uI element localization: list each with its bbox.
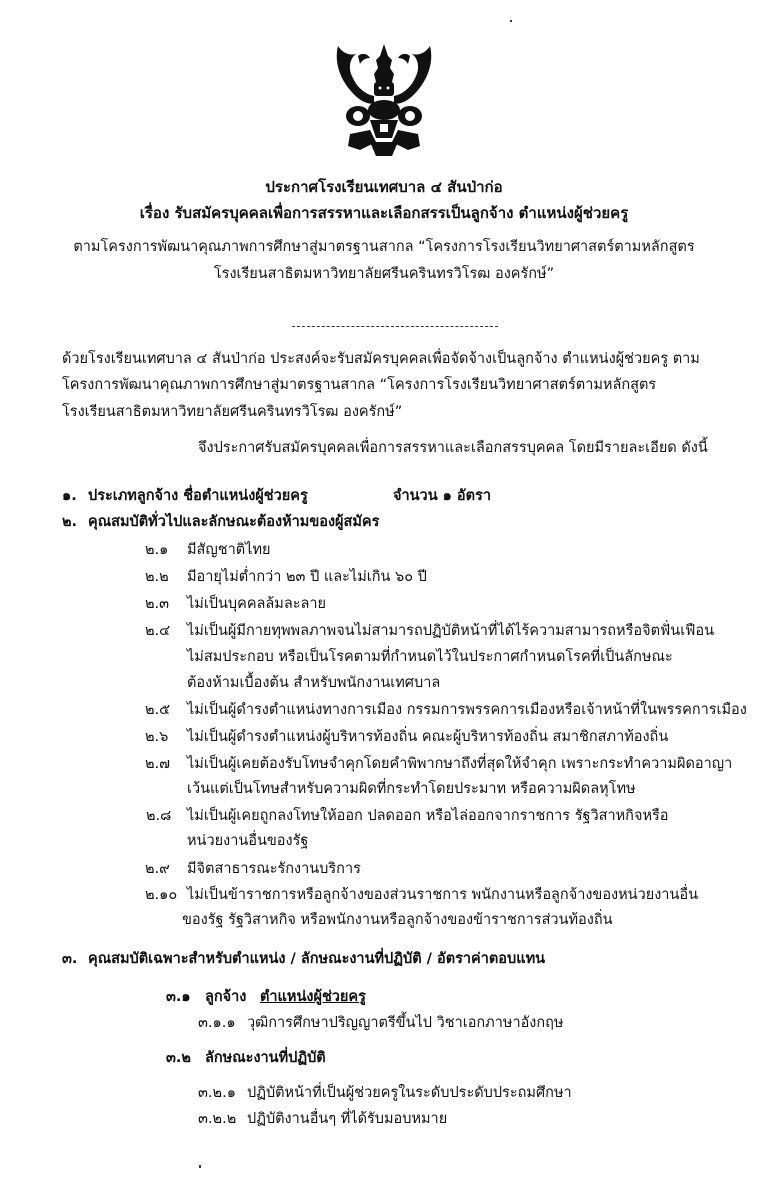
sub-3-1-number: ๓.๑ <box>166 989 191 1005</box>
item-2-5-number: ๒.๕ <box>145 702 171 718</box>
item-2-9-number: ๒.๙ <box>145 861 170 877</box>
sub-3-1-label: ลูกจ้าง <box>205 989 247 1005</box>
sub-3-2-label: ลักษณะงานที่ปฏิบัติ <box>205 1050 326 1066</box>
item-3-2-2-text: ปฏิบัติงานอื่นๆ ที่ได้รับมอบหมาย <box>247 1111 448 1127</box>
item-2-7-text-2: เว้นแต่เป็นโทษสำหรับความผิดที่กระทำโดยประมาท หรือความผิดลหุโทษ <box>187 781 636 797</box>
sub-3-2-number: ๓.๒ <box>166 1050 191 1066</box>
item-2-1-text: มีสัญชาติไทย <box>187 542 271 558</box>
announcement-subject: เรื่อง รับสมัครบุคคลเพื่อการสรรหาและเลือกสรรเป็นลูกจ้าง ตำแหน่งผู้ช่วยครู <box>139 204 629 222</box>
section-3-title: คุณสมบัติเฉพาะสำหรับตำแหน่ง / ลักษณะงานที่ปฏิบัติ / อัตราค่าตอบแทน <box>88 951 546 967</box>
section-2-title: คุณสมบัติทั่วไปและลักษณะต้องห้ามของผู้สมัคร <box>88 514 380 530</box>
item-3-2-2-number: ๓.๒.๒ <box>198 1111 237 1127</box>
item-2-10-number: ๒.๑๐ <box>145 887 178 903</box>
item-2-1-number: ๒.๑ <box>145 542 169 558</box>
item-2-4-text-2: ไม่สมประกอบ หรือเป็นโรคตามที่กำหนดไว้ในประกาศกำหนดโรคที่เป็นลักษณะ <box>187 649 673 665</box>
section-1-text: ประเภทลูกจ้าง ชื่อตำแหน่งผู้ช่วยครู <box>88 488 308 504</box>
item-2-5-text: ไม่เป็นผู้ดำรงตำแหน่งทางการเมือง กรรมการพรรคการเมืองหรือเจ้าหน้าที่ในพรรคการเมือง <box>187 702 747 718</box>
announcement-title: ประกาศโรงเรียนเทศบาล ๔ สันป่าก่อ <box>265 178 503 196</box>
intro-line-4: จึงประกาศรับสมัครบุคคลเพื่อการสรรหาและเลือกสรรบุคคล โดยมีรายละเอียด ดังนี้ <box>198 440 708 456</box>
item-2-10-text-2: ของรัฐ รัฐวิสาหกิจ หรือพนักงานหรือลูกจ้างของข้าราชการส่วนท้องถิ่น <box>182 912 613 928</box>
scan-speck <box>510 20 512 22</box>
project-line-1: ตามโครงการพัฒนาคุณภาพการศึกษาสู่มาตรฐานสากล “โครงการโรงเรียนวิทยาศาสตร์ตามหลักสูตร <box>73 239 695 255</box>
item-2-8-text-2: หน่วยงานอื่นของรัฐ <box>187 833 309 849</box>
project-line-2: โรงเรียนสาธิตมหาวิทยาลัยศรีนครินทรวิโรฒ องครักษ์” <box>213 266 555 282</box>
item-2-4-text-1: ไม่เป็นผู้มีกายทุพพลภาพจนไม่สามารถปฏิบัติหน้าที่ได้ไร้ความสามารถหรือจิตฟั่นเฟือน <box>187 623 715 639</box>
section-3-number: ๓. <box>62 951 78 967</box>
item-2-6-text: ไม่เป็นผู้ดำรงตำแหน่งผู้บริหารท้องถิ่น คณะผู้บริหารท้องถิ่น สมาชิกสภาท้องถิ่น <box>187 729 669 745</box>
item-3-1-1-number: ๓.๑.๑ <box>198 1015 236 1031</box>
item-2-2-number: ๒.๒ <box>145 569 169 585</box>
item-2-4-text-3: ต้องห้ามเบื้องต้น สำหรับพนักงานเทศบาล <box>187 675 441 691</box>
intro-line-1: ด้วยโรงเรียนเทศบาล ๔ สันป่าก่อ ประสงค์จะรับสมัครบุคคลเพื่อจัดจ้างเป็นลูกจ้าง ตำแหน่งผู้ช่วยครู ตาม <box>62 351 700 367</box>
item-2-9-text: มีจิตสาธารณะรักงานบริการ <box>187 861 361 877</box>
item-2-3-number: ๒.๓ <box>145 596 170 612</box>
garuda-emblem-icon <box>330 38 438 160</box>
item-2-7-text-1: ไม่เป็นผู้เคยต้องรับโทษจำคุกโดยคำพิพากษาถึงที่สุดให้จำคุก เพราะกระทำความผิดอาญา <box>187 756 733 772</box>
item-3-1-1-text: วุฒิการศึกษาปริญญาตรีขึ้นไป วิชาเอกภาษาอังกฤษ <box>247 1015 564 1031</box>
scan-speck <box>199 1165 201 1168</box>
intro-line-2: โครงการพัฒนาคุณภาพการศึกษาสู่มาตรฐานสากล “โครงการโรงเรียนวิทยาศาสตร์ตามหลักสูตร <box>62 377 657 393</box>
item-2-2-text: มีอายุไม่ต่ำกว่า ๒๓ ปี และไม่เกิน ๖๐ ปี <box>187 569 427 585</box>
section-2-number: ๒. <box>62 514 78 530</box>
item-2-4-number: ๒.๔ <box>145 623 171 639</box>
item-3-2-1-number: ๓.๒.๑ <box>198 1085 236 1101</box>
section-1-number: ๑. <box>62 488 77 504</box>
sub-3-1-position: ตำแหน่งผู้ช่วยครู <box>260 989 366 1005</box>
item-2-7-number: ๒.๗ <box>145 756 171 772</box>
intro-line-3: โรงเรียนสาธิตมหาวิทยาลัยศรีนครินทรวิโรฒ องครักษ์” <box>62 404 403 420</box>
item-2-8-number: ๒.๘ <box>146 808 172 824</box>
item-2-8-text-1: ไม่เป็นผู้เคยถูกลงโทษให้ออก ปลดออก หรือไล่ออกจากราชการ รัฐวิสาหกิจหรือ <box>187 808 669 824</box>
item-2-3-text: ไม่เป็นบุคคลล้มละลาย <box>187 596 327 612</box>
item-2-10-text-1: ไม่เป็นข้าราชการหรือลูกจ้างของส่วนราชการ พนักงานหรือลูกจ้างของหน่วยงานอื่น <box>187 887 698 903</box>
section-1-count: จำนวน ๑ อัตรา <box>393 488 491 504</box>
item-3-2-1-text: ปฏิบัติหน้าที่เป็นผู้ช่วยครูในระดับประดับประถมศึกษา <box>247 1085 572 1101</box>
item-2-6-number: ๒.๖ <box>145 729 169 745</box>
divider-line <box>292 326 498 327</box>
